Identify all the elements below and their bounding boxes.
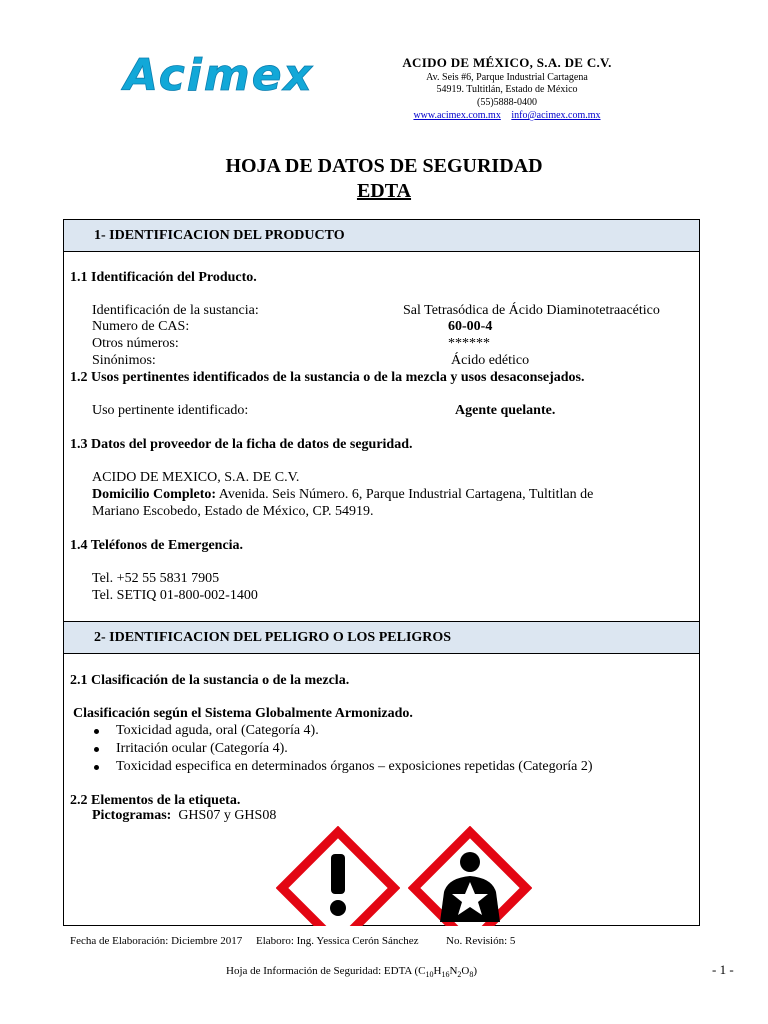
pictograms-value: GHS07 y GHS08 bbox=[171, 808, 277, 823]
company-links bbox=[372, 110, 642, 121]
s13-title: 1.3 Datos del proveedor de la ficha de datos de seguridad. bbox=[70, 437, 413, 452]
document-subtitle: EDTA bbox=[356, 180, 412, 202]
address-line-1: Avenida. Seis Número. 6, Parque Industrial Cartagena, Tultitlan de bbox=[216, 487, 594, 502]
supplier-address bbox=[92, 487, 593, 503]
row-label: Otros números: bbox=[92, 336, 179, 351]
row-value: Ácido edético bbox=[451, 353, 530, 368]
row-value: Sal Tetrasódica de Ácido Diaminotetraacético bbox=[403, 303, 660, 318]
row-value: 60-00-4 bbox=[448, 319, 493, 334]
company-address-1: Av. Seis #6, Parque Industrial Cartagena bbox=[426, 72, 588, 83]
pictograms-line bbox=[92, 808, 276, 824]
page-number: - 1 - bbox=[712, 962, 734, 977]
company-phone: (55)5888-0400 bbox=[477, 97, 537, 108]
s11-title: 1.1 Identificación del Producto. bbox=[70, 270, 257, 285]
s22-title: 2.2 Elementos de la etiqueta. bbox=[70, 793, 241, 808]
footer-info: Fecha de Elaboración: Diciembre 2017 Elaboro: Ing. Yessica Cerón Sánchez No. Revisión: 5 bbox=[70, 935, 516, 947]
supplier-name: ACIDO DE MEXICO, S.A. DE C.V. bbox=[92, 470, 300, 485]
ghs07-exclamation-icon bbox=[276, 826, 400, 926]
list-item: Irritación ocular (Categoría 4). bbox=[116, 741, 288, 757]
s14-title: 1.4 Teléfonos de Emergencia. bbox=[70, 538, 244, 553]
row-value: ****** bbox=[448, 336, 490, 351]
row-label: Sinónimos: bbox=[92, 353, 156, 368]
logo-text: Acimex bbox=[124, 50, 314, 100]
section-2-heading: 2- IDENTIFICACION DEL PELIGRO O LOS PELIGROS bbox=[64, 621, 699, 654]
pictograms-label: Pictogramas: bbox=[92, 808, 172, 823]
document-title: HOJA DE DATOS DE SEGURIDAD bbox=[225, 155, 543, 177]
email-link[interactable]: info@acimex.com.mx bbox=[511, 110, 601, 121]
footer-doc-name: Hoja de Información de Seguridad: EDTA $(C_{10}H_{16}N_2O_8)$ bbox=[226, 965, 478, 980]
website-link[interactable]: www.acimex.com.mx bbox=[413, 110, 501, 121]
row-label: Numero de CAS: bbox=[92, 319, 190, 334]
section-1-heading: 1- IDENTIFICACION DEL PRODUCTO bbox=[64, 219, 699, 252]
acimex-logo bbox=[120, 50, 350, 100]
address-line-2: Mariano Escobedo, Estado de México, CP. 54919. bbox=[92, 504, 374, 519]
emergency-tel-1: Tel. +52 55 5831 7905 bbox=[92, 571, 220, 586]
s12-title: 1.2 Usos pertinentes identificados de la sustancia o de la mezcla y usos desaconsejados. bbox=[70, 370, 585, 385]
s21-title: 2.1 Clasificación de la sustancia o de la mezcla. bbox=[70, 673, 350, 688]
emergency-tel-2: Tel. SETIQ 01-800-002-1400 bbox=[92, 588, 258, 603]
address-label: Domicilio Completo: bbox=[92, 487, 217, 502]
bullet-icon bbox=[94, 765, 99, 770]
bullet-icon bbox=[94, 729, 99, 734]
ghs-title: Clasificación según el Sistema Globalmente Armonizado. bbox=[73, 706, 413, 721]
list-item: Toxicidad aguda, oral (Categoría 4). bbox=[116, 723, 319, 739]
company-address-2: 54919. Tultitlán, Estado de México bbox=[436, 84, 578, 95]
ghs08-health-hazard-icon bbox=[408, 826, 532, 926]
list-item: Toxicidad especifica en determinados órganos – exposiciones repetidas (Categoría 2) bbox=[116, 759, 593, 775]
row-label: Identificación de la sustancia: bbox=[92, 303, 259, 318]
use-value: Agente quelante. bbox=[455, 403, 556, 418]
bullet-icon bbox=[94, 747, 99, 752]
company-name: ACIDO DE MÉXICO, S.A. DE C.V. bbox=[402, 55, 612, 70]
use-label: Uso pertinente identificado: bbox=[92, 403, 249, 418]
